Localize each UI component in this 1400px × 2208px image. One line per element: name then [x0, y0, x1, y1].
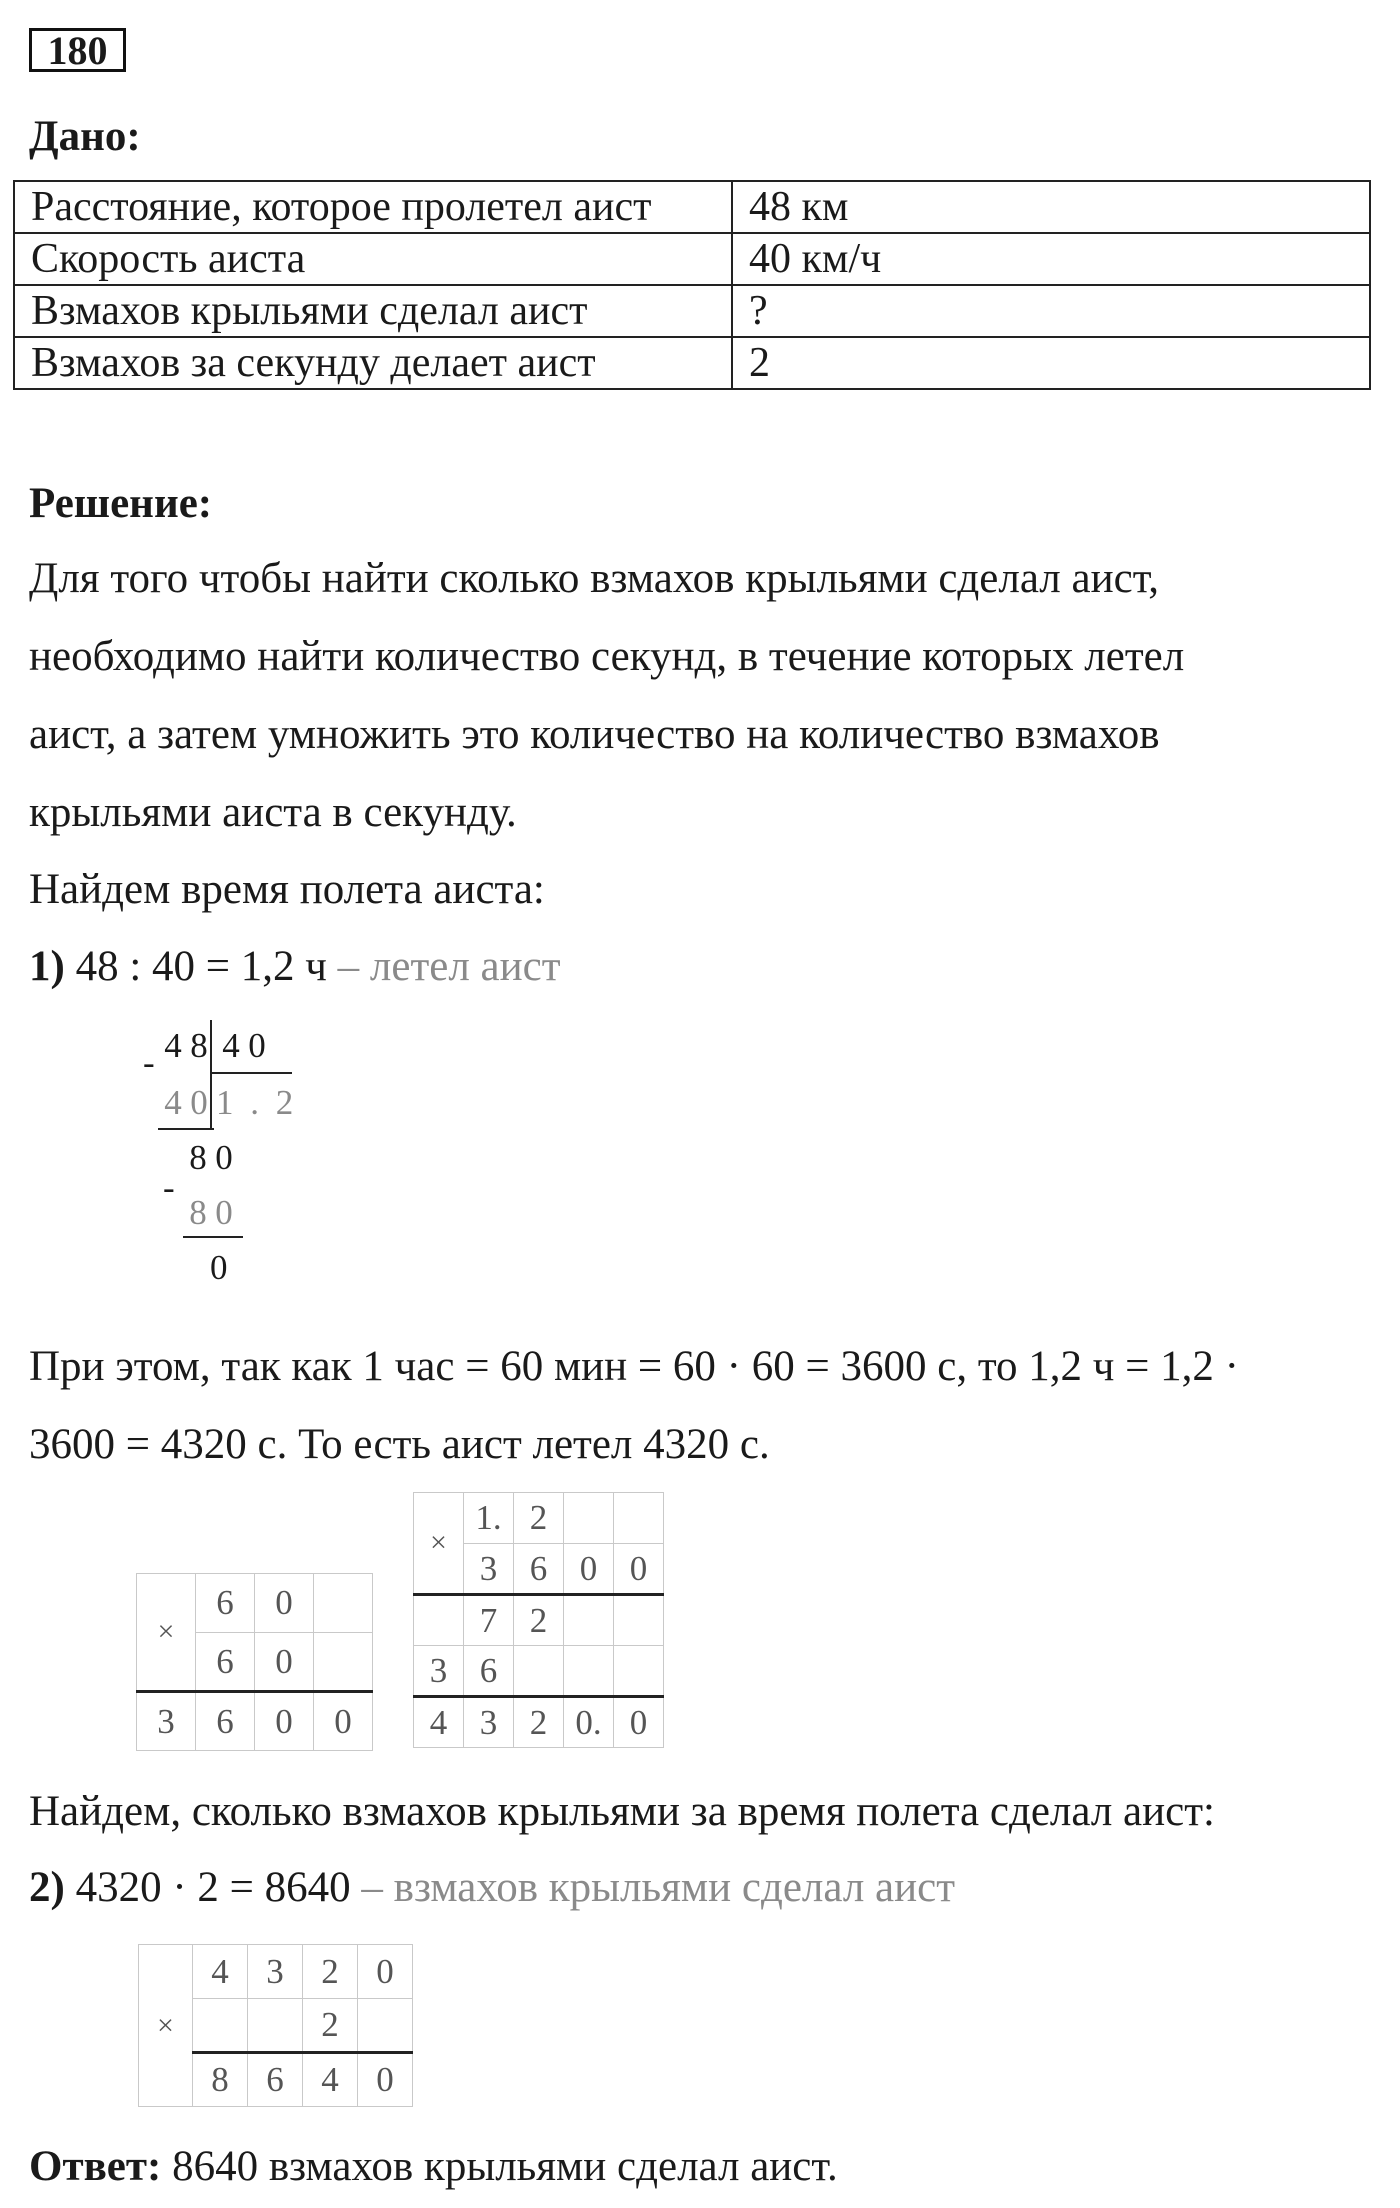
- grid-cell: [564, 1595, 614, 1646]
- grid-cell: 3: [464, 1544, 514, 1595]
- step-1: [29, 945, 561, 988]
- digit: 0: [215, 1138, 233, 1177]
- grid-cell: 0: [564, 1544, 614, 1595]
- result-cell: 0: [614, 1697, 664, 1748]
- grid-cell: 2: [514, 1595, 564, 1646]
- given-label: Взмахов крыльями сделал аист: [14, 285, 732, 337]
- step-number: 2): [29, 1864, 65, 1911]
- result-cell: 0: [358, 2053, 413, 2107]
- grid-cell: [614, 1646, 664, 1697]
- grid-cell: [358, 1999, 413, 2053]
- given-row: [14, 337, 1370, 389]
- grid-cell: [514, 1646, 564, 1697]
- division-quotient: 1 . 2: [216, 1083, 298, 1122]
- division-subtrahend: [185, 1195, 237, 1230]
- grid-cell: 4: [193, 1945, 248, 1999]
- step-number: 1): [29, 943, 65, 990]
- minus-sign: -: [163, 1168, 175, 1207]
- hour-line: 3600 = 4320 с. То есть аист летел 4320 с.: [29, 1421, 770, 1468]
- grid-cell: [314, 1574, 373, 1633]
- result-cell: 6: [248, 2053, 303, 2107]
- given-row: [14, 181, 1370, 233]
- paragraph-line: крыльями аиста в секунду.: [29, 789, 517, 836]
- grid-cell: 2: [303, 1945, 358, 1999]
- result-cell: 3: [464, 1697, 514, 1748]
- answer: [29, 2145, 838, 2188]
- grid-cell: 1.: [464, 1493, 514, 1544]
- grid-cell: [248, 1999, 303, 2053]
- grid-cell: [414, 1595, 464, 1646]
- result-cell: 6: [196, 1692, 255, 1751]
- digit: 0: [190, 1083, 208, 1122]
- paragraph-line: необходимо найти количество секунд, в течение которых летел: [29, 633, 1185, 680]
- division-final-remainder: 0: [210, 1248, 228, 1287]
- given-label: Взмахов за секунду делает аист: [14, 337, 732, 389]
- result-cell: 0.: [564, 1697, 614, 1748]
- division-divisor: [218, 1028, 270, 1063]
- grid-cell: [614, 1493, 664, 1544]
- division-quotient-line: [210, 1072, 292, 1074]
- digit: 4: [222, 1026, 240, 1065]
- step-2: [29, 1866, 955, 1909]
- grid-cell: 6: [196, 1633, 255, 1692]
- given-heading: Дано:: [29, 113, 141, 160]
- answer-text: 8640 взмахов крыльями сделал аист.: [161, 2143, 838, 2190]
- digit: 0: [215, 1193, 233, 1232]
- given-table: [13, 180, 1371, 390]
- paragraph-line: аист, а затем умножить это количество на количество взмахов: [29, 711, 1160, 758]
- given-label: Расстояние, которое пролетел аист: [14, 181, 732, 233]
- given-value: 48 км: [732, 181, 1370, 233]
- step-expression: 48 : 40 = 1,2 ч: [64, 943, 327, 990]
- multiply-sign: ×: [137, 1574, 196, 1692]
- grid-cell: 6: [196, 1574, 255, 1633]
- grid-cell: [614, 1595, 664, 1646]
- multiply-sign: ×: [139, 1945, 193, 2107]
- answer-label: Ответ:: [29, 2143, 162, 2190]
- grid-cell: 0: [358, 1945, 413, 1999]
- multiplication-grid-1-2x3600: [413, 1492, 664, 1748]
- step-note: – взмахов крыльями сделал аист: [350, 1864, 956, 1911]
- result-cell: 4: [303, 2053, 358, 2107]
- grid-cell: 0: [614, 1544, 664, 1595]
- task-number: 180: [29, 28, 126, 72]
- solution-heading: Решение:: [29, 480, 213, 527]
- given-value: 2: [732, 337, 1370, 389]
- grid-cell: 3: [248, 1945, 303, 1999]
- given-label: Скорость аиста: [14, 233, 732, 285]
- grid-cell: [193, 1999, 248, 2053]
- given-value: 40 км/ч: [732, 233, 1370, 285]
- division-remainder: [185, 1140, 237, 1175]
- digit: 8: [190, 1026, 208, 1065]
- paragraph-line: Для того чтобы найти сколько взмахов крыльями сделал аист,: [29, 555, 1160, 602]
- grid-cell: 2: [514, 1493, 564, 1544]
- division-subtrahend: [160, 1085, 212, 1120]
- grid-cell: 0: [255, 1574, 314, 1633]
- minus-sign: -: [143, 1043, 155, 1082]
- given-value: ?: [732, 285, 1370, 337]
- division-underline: [158, 1128, 214, 1130]
- digit: 0: [248, 1026, 266, 1065]
- division-dividend: [160, 1028, 212, 1063]
- step-note: – летел аист: [326, 943, 561, 990]
- digit: 4: [164, 1026, 182, 1065]
- grid-cell: 2: [303, 1999, 358, 2053]
- result-cell: 2: [514, 1697, 564, 1748]
- hour-line: При этом, так как 1 час = 60 мин = 60 · 60 = 3600 с, то 1,2 ч = 1,2 ·: [29, 1343, 1240, 1390]
- digit: 8: [189, 1138, 207, 1177]
- result-cell: 0: [314, 1692, 373, 1751]
- division-underline: [183, 1236, 243, 1238]
- given-row: [14, 285, 1370, 337]
- find-flaps-text: Найдем, сколько взмахов крыльями за время полета сделал аист:: [29, 1788, 1215, 1835]
- multiplication-grid-4320x2: [138, 1944, 413, 2107]
- multiplication-grid-60x60: [136, 1573, 373, 1751]
- result-cell: 3: [137, 1692, 196, 1751]
- grid-cell: [564, 1493, 614, 1544]
- result-cell: 8: [193, 2053, 248, 2107]
- grid-cell: 0: [255, 1633, 314, 1692]
- grid-cell: 7: [464, 1595, 514, 1646]
- grid-cell: 3: [414, 1646, 464, 1697]
- step-expression: 4320 · 2 = 8640: [64, 1864, 351, 1911]
- grid-cell: [314, 1633, 373, 1692]
- grid-cell: 6: [464, 1646, 514, 1697]
- digit: 4: [164, 1083, 182, 1122]
- result-cell: 4: [414, 1697, 464, 1748]
- given-row: [14, 233, 1370, 285]
- grid-cell: [564, 1646, 614, 1697]
- find-time-text: Найдем время полета аиста:: [29, 866, 545, 913]
- result-cell: 0: [255, 1692, 314, 1751]
- grid-cell: 6: [514, 1544, 564, 1595]
- multiply-sign: ×: [414, 1493, 464, 1595]
- digit: 8: [189, 1193, 207, 1232]
